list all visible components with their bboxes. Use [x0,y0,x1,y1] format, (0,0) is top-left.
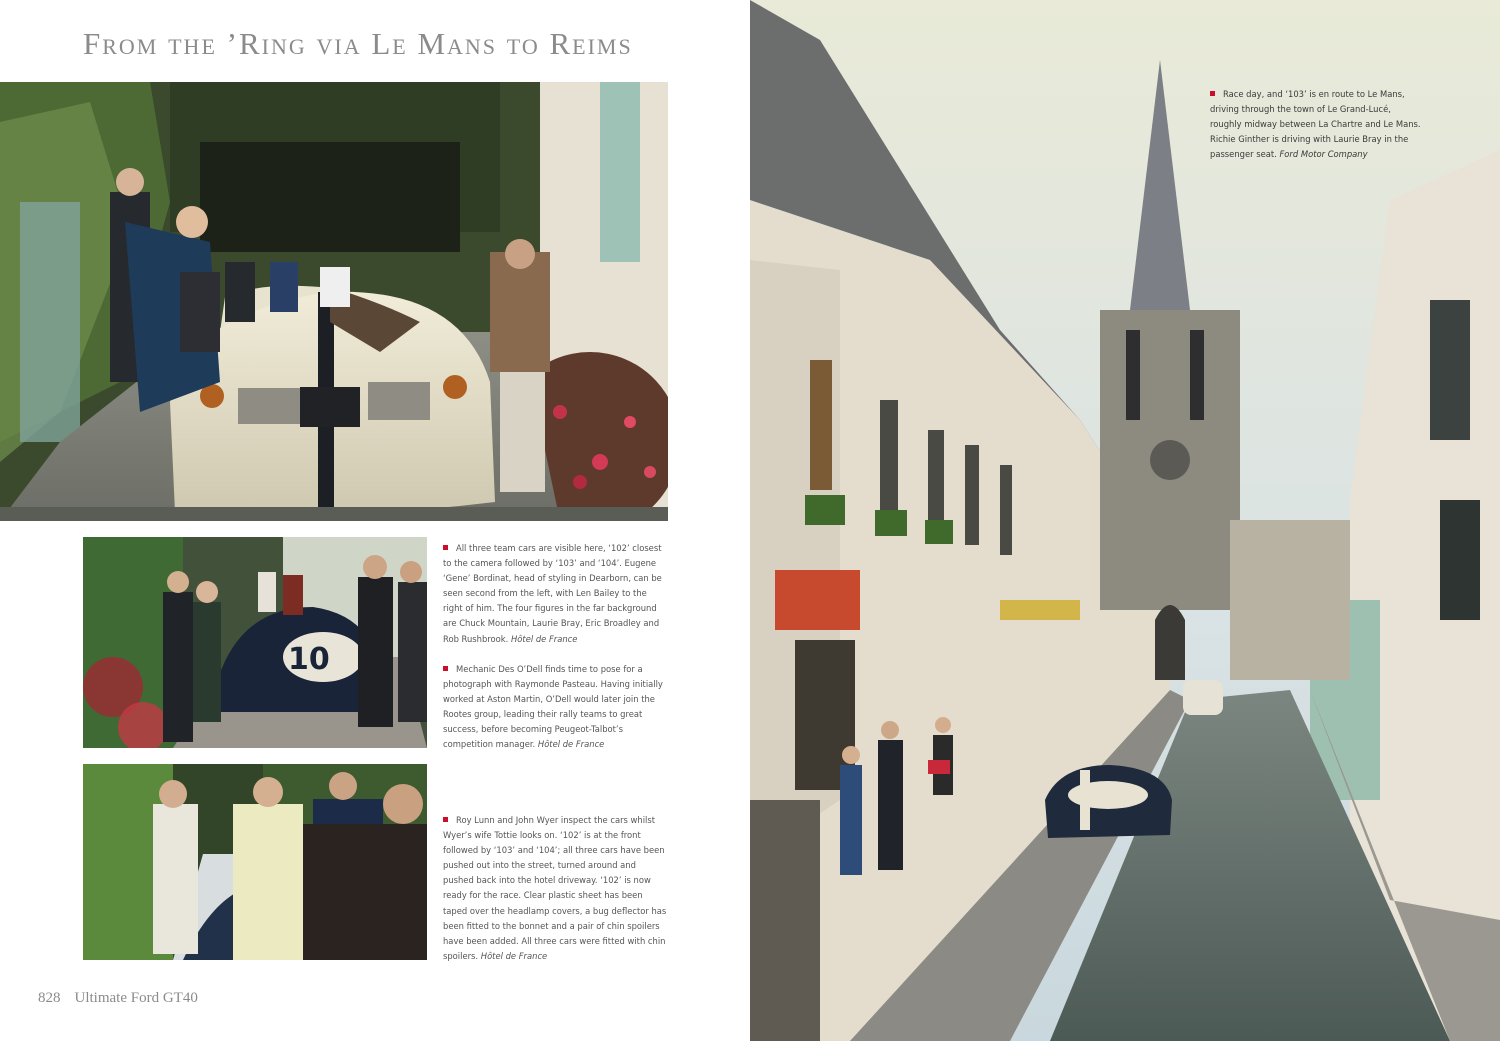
right-page [750,0,1500,1041]
bullet-marker [1210,91,1215,96]
photo-hotel-driveway [0,82,668,521]
book-title: Ultimate Ford GT40 [74,990,198,1006]
caption-race-day [1210,87,1424,162]
caption-text: Mechanic Des O’Dell finds time to pose for a photograph with Raymonde Pasteau. Having initially worked at Aston Martin, O’Dell would later join the Rootes group, leading their rally teams to great success, before becoming Peugeot-Talbot’s competition manager. [443,664,663,750]
photo-credit: Hôtel de France [537,739,605,750]
caption-des-odell [443,662,669,753]
photo-credit: Hôtel de France [480,950,548,961]
page-footer [38,990,198,1007]
page-title: From the ’Ring via Le Mans to Reims [83,26,633,61]
photo-lunn-wyer [83,764,427,960]
caption-lunn-wyer [443,813,669,964]
bullet-marker [443,666,448,671]
bullet-marker [443,817,448,822]
caption-team-cars [443,541,669,647]
photo-credit: Ford Motor Company [1279,149,1368,160]
page-number: 828 [38,990,61,1006]
caption-text: Roy Lunn and John Wyer inspect the cars whilst Wyer’s wife Tottie looks on. ‘102’ is at the front followed by ‘103’ and ‘104’; all three cars have been pushed out into the street, turned around and pushed back into the hotel driveway. ‘102’ is now ready for the race. Clear plastic sheet has been taped over the headlamp covers, a bug deflector has been fitted to the bonnet and a pair of chin spoilers have been added. All three cars were fitted with chin spoilers. [443,815,667,961]
photo-team-group [83,537,427,748]
car-number: 10 [288,642,330,677]
bullet-marker [443,545,448,550]
caption-text: All three team cars are visible here, ‘102’ closest to the camera followed by ‘103’ and ‘104’. Eugene ‘Gene’ Bordinat, head of styling in Dearborn, can be seen second from the left, with Len Bailey to the right of him. The four figures in the far background are Chuck Mountain, Laurie Bray, Eric Broadley and Rob Rushbrook. [443,543,662,644]
photo-credit: Hôtel de France [510,633,578,644]
caption-text: Race day, and ‘103’ is en route to Le Mans, driving through the town of Le Grand-Lucé, roughly midway between La Chartre and Le Mans. Richie Ginther is driving with Laurie Bray in the passenger seat. [1210,89,1421,160]
